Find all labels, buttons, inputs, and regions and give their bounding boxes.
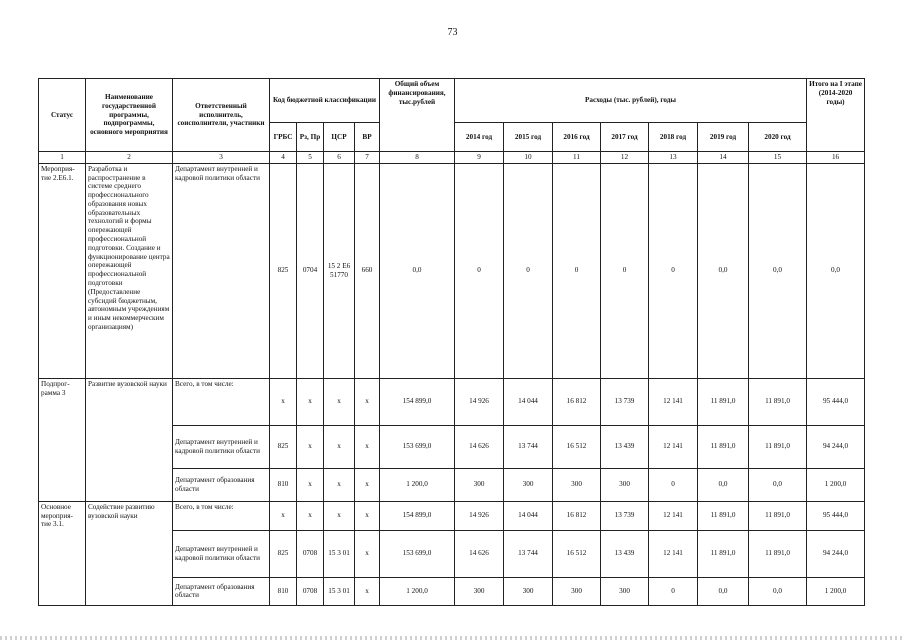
total-cell: 1 200,0 bbox=[380, 577, 455, 605]
year-value-cell: 11 891,0 bbox=[698, 378, 749, 425]
year-value-cell: 0 bbox=[649, 577, 698, 605]
total-cell: 154 899,0 bbox=[380, 378, 455, 425]
status-cell: Основное мероприя-тие 3.1. bbox=[39, 501, 86, 605]
year-value-cell: 0 bbox=[649, 163, 698, 378]
header-budget-code: Код бюджетной классификации bbox=[270, 79, 380, 123]
table-row bbox=[39, 163, 865, 378]
year-value-cell: 11 891,0 bbox=[749, 378, 807, 425]
scan-edge-shadow bbox=[0, 636, 905, 640]
vr-cell: x bbox=[355, 425, 380, 468]
column-number: 7 bbox=[355, 152, 380, 164]
column-number: 10 bbox=[504, 152, 553, 164]
csr-cell: x bbox=[324, 501, 355, 530]
vr-cell: 660 bbox=[355, 163, 380, 378]
year-value-cell: 12 141 bbox=[649, 425, 698, 468]
column-number: 4 bbox=[270, 152, 297, 164]
column-number: 5 bbox=[297, 152, 324, 164]
grbs-cell: 825 bbox=[270, 530, 297, 577]
year-value-cell: 12 141 bbox=[649, 530, 698, 577]
year-value-cell: 16 512 bbox=[553, 425, 601, 468]
rz-pr-cell: 0704 bbox=[297, 163, 324, 378]
total-cell: 153 699,0 bbox=[380, 425, 455, 468]
year-value-cell: 16 812 bbox=[553, 501, 601, 530]
grbs-cell: 810 bbox=[270, 468, 297, 501]
year-value-cell: 300 bbox=[601, 577, 649, 605]
rz-pr-cell: x bbox=[297, 501, 324, 530]
header-total-volume: Общий объем финансирования, тыс.рублей bbox=[380, 79, 455, 152]
year-value-cell: 13 744 bbox=[504, 530, 553, 577]
csr-cell: x bbox=[324, 425, 355, 468]
vr-cell: x bbox=[355, 468, 380, 501]
stage-total-cell: 95 444,0 bbox=[807, 501, 865, 530]
responsible-cell: Департамент внутренней и кадровой политики области bbox=[173, 163, 270, 378]
csr-cell: 15 3 01 bbox=[324, 530, 355, 577]
year-value-cell: 0 bbox=[601, 163, 649, 378]
year-value-cell: 13 739 bbox=[601, 501, 649, 530]
csr-cell: 15 2 Е6 51770 bbox=[324, 163, 355, 378]
column-number: 11 bbox=[553, 152, 601, 164]
year-value-cell: 300 bbox=[455, 468, 504, 501]
year-value-cell: 13 744 bbox=[504, 425, 553, 468]
year-value-cell: 0 bbox=[455, 163, 504, 378]
page-number: 73 bbox=[447, 27, 458, 38]
header-year: 2014 год bbox=[455, 123, 504, 152]
year-value-cell: 13 439 bbox=[601, 425, 649, 468]
csr-cell: 15 3 01 bbox=[324, 577, 355, 605]
total-cell: 154 899,0 bbox=[380, 501, 455, 530]
year-value-cell: 0,0 bbox=[749, 163, 807, 378]
grbs-cell: x bbox=[270, 378, 297, 425]
responsible-cell: Департамент внутренней и кадровой политики области bbox=[173, 530, 270, 577]
year-value-cell: 300 bbox=[601, 468, 649, 501]
year-value-cell: 14 626 bbox=[455, 530, 504, 577]
year-value-cell: 12 141 bbox=[649, 378, 698, 425]
stage-total-cell: 0,0 bbox=[807, 163, 865, 378]
header-year: 2016 год bbox=[553, 123, 601, 152]
stage-total-cell: 94 244,0 bbox=[807, 530, 865, 577]
vr-cell: x bbox=[355, 577, 380, 605]
header-year: 2019 год bbox=[698, 123, 749, 152]
name-cell: Развитие вузовской науки bbox=[86, 378, 173, 501]
rz-pr-cell: x bbox=[297, 468, 324, 501]
year-value-cell: 300 bbox=[553, 577, 601, 605]
rz-pr-cell: 0708 bbox=[297, 530, 324, 577]
year-value-cell: 0,0 bbox=[749, 468, 807, 501]
year-value-cell: 12 141 bbox=[649, 501, 698, 530]
year-value-cell: 14 926 bbox=[455, 378, 504, 425]
csr-cell: x bbox=[324, 468, 355, 501]
column-number: 6 bbox=[324, 152, 355, 164]
stage-total-cell: 1 200,0 bbox=[807, 577, 865, 605]
header-expenses: Расходы (тыс. рублей), годы bbox=[455, 79, 807, 123]
year-value-cell: 13 439 bbox=[601, 530, 649, 577]
responsible-cell: Всего, в том числе: bbox=[173, 501, 270, 530]
stage-total-cell: 1 200,0 bbox=[807, 468, 865, 501]
year-value-cell: 0 bbox=[504, 163, 553, 378]
responsible-cell: Всего, в том числе: bbox=[173, 378, 270, 425]
grbs-cell: x bbox=[270, 501, 297, 530]
header-year: 2017 год bbox=[601, 123, 649, 152]
year-value-cell: 14 626 bbox=[455, 425, 504, 468]
year-value-cell: 16 812 bbox=[553, 378, 601, 425]
stage-total-cell: 94 244,0 bbox=[807, 425, 865, 468]
column-number: 1 bbox=[39, 152, 86, 164]
header-vr: ВР bbox=[355, 123, 380, 152]
column-number: 9 bbox=[455, 152, 504, 164]
csr-cell: x bbox=[324, 378, 355, 425]
year-value-cell: 13 739 bbox=[601, 378, 649, 425]
rz-pr-cell: x bbox=[297, 378, 324, 425]
total-cell: 1 200,0 bbox=[380, 468, 455, 501]
responsible-cell: Департамент внутренней и кадровой политики области bbox=[173, 425, 270, 468]
year-value-cell: 11 891,0 bbox=[749, 530, 807, 577]
header-year: 2015 год bbox=[504, 123, 553, 152]
column-number: 8 bbox=[380, 152, 455, 164]
year-value-cell: 300 bbox=[455, 577, 504, 605]
year-value-cell: 0 bbox=[553, 163, 601, 378]
header-year: 2018 год bbox=[649, 123, 698, 152]
grbs-cell: 825 bbox=[270, 425, 297, 468]
year-value-cell: 0 bbox=[649, 468, 698, 501]
year-value-cell: 0,0 bbox=[698, 577, 749, 605]
total-cell: 0,0 bbox=[380, 163, 455, 378]
year-value-cell: 300 bbox=[504, 468, 553, 501]
responsible-cell: Департамент образования области bbox=[173, 577, 270, 605]
year-value-cell: 14 926 bbox=[455, 501, 504, 530]
header-csr: ЦСР bbox=[324, 123, 355, 152]
column-number: 13 bbox=[649, 152, 698, 164]
column-number: 2 bbox=[86, 152, 173, 164]
total-cell: 153 699,0 bbox=[380, 530, 455, 577]
year-value-cell: 0,0 bbox=[698, 468, 749, 501]
vr-cell: x bbox=[355, 501, 380, 530]
column-number: 15 bbox=[749, 152, 807, 164]
year-value-cell: 11 891,0 bbox=[698, 530, 749, 577]
header-stage-total: Итого на I этапе (2014-2020 годы) bbox=[807, 79, 865, 152]
rz-pr-cell: x bbox=[297, 425, 324, 468]
name-cell: Содействие развитию вузовской науки bbox=[86, 501, 173, 605]
vr-cell: x bbox=[355, 530, 380, 577]
year-value-cell: 11 891,0 bbox=[698, 425, 749, 468]
header-name: Наименование государственной программы, подпрограммы, основного мероприятия bbox=[86, 79, 173, 152]
header-year: 2020 год bbox=[749, 123, 807, 152]
header-grbs: ГРБС bbox=[270, 123, 297, 152]
responsible-cell: Департамент образования области bbox=[173, 468, 270, 501]
year-value-cell: 14 044 bbox=[504, 501, 553, 530]
year-value-cell: 11 891,0 bbox=[749, 425, 807, 468]
column-number: 12 bbox=[601, 152, 649, 164]
budget-table bbox=[38, 78, 865, 606]
grbs-cell: 825 bbox=[270, 163, 297, 378]
column-number: 14 bbox=[698, 152, 749, 164]
year-value-cell: 300 bbox=[504, 577, 553, 605]
table-row bbox=[39, 378, 865, 425]
column-numbers-row bbox=[39, 152, 865, 164]
year-value-cell: 14 044 bbox=[504, 378, 553, 425]
status-cell: Подпрог-рамма 3 bbox=[39, 378, 86, 501]
vr-cell: x bbox=[355, 378, 380, 425]
header-rz-pr: Рз, Пр bbox=[297, 123, 324, 152]
rz-pr-cell: 0708 bbox=[297, 577, 324, 605]
column-number: 3 bbox=[173, 152, 270, 164]
year-value-cell: 11 891,0 bbox=[698, 501, 749, 530]
column-number: 16 bbox=[807, 152, 865, 164]
header-status: Статус bbox=[39, 79, 86, 152]
status-cell: Мероприя-тие 2.Е6.1. bbox=[39, 163, 86, 378]
table-row bbox=[39, 501, 865, 530]
year-value-cell: 300 bbox=[553, 468, 601, 501]
stage-total-cell: 95 444,0 bbox=[807, 378, 865, 425]
grbs-cell: 810 bbox=[270, 577, 297, 605]
year-value-cell: 0,0 bbox=[749, 577, 807, 605]
year-value-cell: 0,0 bbox=[698, 163, 749, 378]
header-responsible: Ответственный исполнитель, соисполнители, участники bbox=[173, 79, 270, 152]
name-cell: Разработка и распространение в системе среднего профессионального образования новых образовательных технологий и формы опережающей профессиональной подготовки. Создание и функционирование центра опережающей профессиональной подготовки (Предоставление субсидий бюджетным, автономным учреждениям и иным некоммерческим организациям) bbox=[86, 163, 173, 378]
year-value-cell: 11 891,0 bbox=[749, 501, 807, 530]
year-value-cell: 16 512 bbox=[553, 530, 601, 577]
